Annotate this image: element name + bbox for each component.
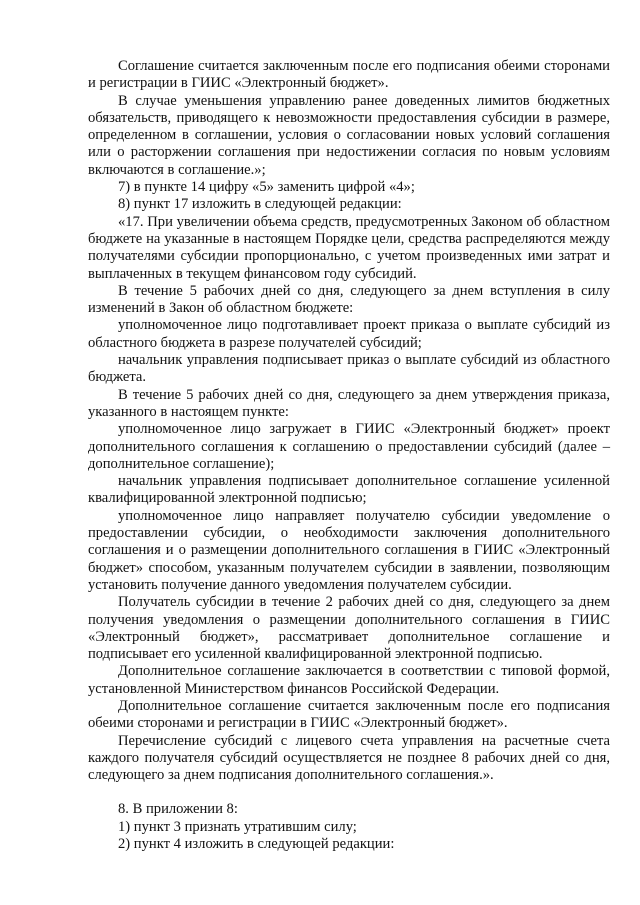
paragraph: уполномоченное лицо загружает в ГИИС «Электронный бюджет» проект дополнительного соглашения к соглашению о предоставлении субсидий (далее – дополнительное соглашение); [88, 421, 610, 472]
paragraph: начальник управления подписывает приказ о выплате субсидий из областного бюджета. [88, 352, 610, 386]
paragraph: Перечисление субсидий с лицевого счета управления на расчетные счета каждого получателя субсидий осуществляется не позднее 8 рабочих дней со дня, следующего за днем подписания дополнительного соглашения.». [88, 732, 610, 784]
paragraph: В случае уменьшения управлению ранее доведенных лимитов бюджетных обязательств, приводящего к невозможности предоставления субсидии в размере, определенном в соглашении, условия о согласовании новых условий соглашения или о расторжении соглашения при недостижении согласия по новым условиям включаются в соглашение.»; [88, 92, 610, 178]
paragraph: 7) в пункте 14 цифру «5» заменить цифрой «4»; [118, 179, 415, 196]
document-page [88, 58, 610, 853]
paragraph: Дополнительное соглашение считается заключенным после его подписания обеими сторонами и регистрации в ГИИС «Электронный бюджет». [88, 697, 610, 732]
paragraph: 8) пункт 17 изложить в следующей редакции: [118, 196, 402, 213]
paragraph: уполномоченное лицо подготавливает проект приказа о выплате субсидий из областного бюджета в разрезе получателей субсидий; [88, 317, 610, 351]
paragraph: Дополнительное соглашение заключается в соответствии с типовой формой, установленной Министерством финансов Российской Федерации. [88, 663, 610, 697]
paragraph: «17. При увеличении объема средств, предусмотренных Законом об областном бюджете на указанные в настоящем Порядке цели, средства распределяются между получателями субсидии пропорционально, с учетом произведенных ими затрат и выплаченных в текущем финансовом году субсидий. [88, 213, 610, 282]
paragraph: В течение 5 рабочих дней со дня, следующего за днем утверждения приказа, указанного в настоящем пункте: [88, 386, 610, 420]
paragraph: Получатель субсидии в течение 2 рабочих дней со дня, следующего за днем получения уведомления о размещении дополнительного соглашения в ГИИС «Электронный бюджет», рассматривает дополнительное соглашение и подписывает его усиленной квалифицированной электронной подписью. [88, 594, 610, 663]
paragraph: уполномоченное лицо направляет получателю субсидии уведомление о предоставлении субсидии, о необходимости заключения дополнительного соглашения и о размещении дополнительного соглашения в ГИИС «Электронный бюджет» способом, указанным получателем субсидии в заявлении, позволяющим установить получение данного уведомления получателем субсидии. [88, 507, 610, 593]
list-item: 1) пункт 3 признать утратившим силу; [118, 818, 357, 835]
list-item: 2) пункт 4 изложить в следующей редакции: [118, 836, 395, 853]
section-heading: 8. В приложении 8: [118, 801, 238, 818]
paragraph: Соглашение считается заключенным после его подписания обеими сторонами и регистрации в ГИИС «Электронный бюджет». [88, 58, 610, 92]
paragraph: начальник управления подписывает дополнительное соглашение усиленной квалифицированной электронной подписью; [88, 473, 610, 507]
paragraph: В течение 5 рабочих дней со дня, следующего за днем вступления в силу изменений в Закон об областном бюджете: [88, 282, 610, 317]
